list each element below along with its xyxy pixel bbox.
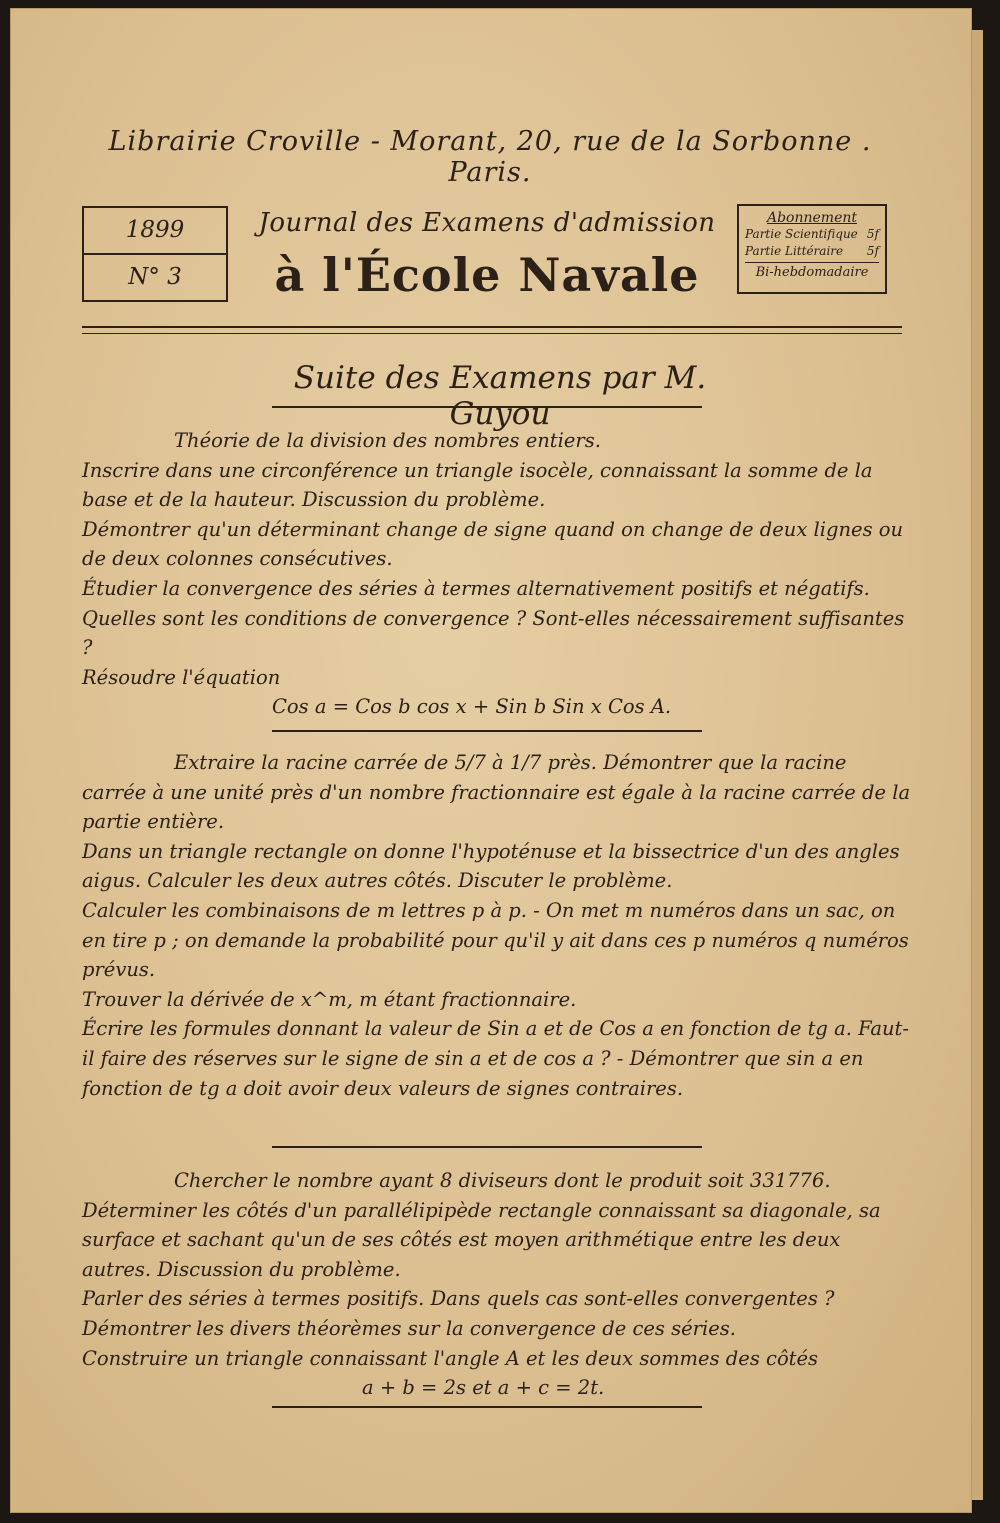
issue-number: N° 3 xyxy=(128,264,182,290)
separator-3 xyxy=(272,1406,702,1408)
exam-3-equation: a + b = 2s et a + c = 2t. xyxy=(362,1376,605,1399)
scientific-row xyxy=(745,226,879,243)
exam-block-3: Chercher le nombre ayant 8 diviseurs dont le produit soit 331776. Déterminer les côtés d'un parallélipipède rectangle connaissant sa diagonale, sa surface et sachant qu'un de ses côtés est moyen arithmétique entre les deux autres. Discussion du problème. Parler des séries à termes positifs. Dans quels cas sont-elles convergentes ? Démontrer les divers théorèmes sur la convergence de ces séries. Construire un triangle connaissant l'angle A et les deux sommes des côtés xyxy=(82,1169,881,1370)
exam-block-1: Théorie de la division des nombres entiers. Inscrire dans une circonférence un triangle isocèle, connaissant la somme de la base et de la hauteur. Discussion du problème. Démontrer qu'un déterminant change de signe quand on change de deux lignes ou de deux colonnes consécutives. Étudier la convergence des séries à termes alternativement positifs et négatifs. Quelles sont les conditions de convergence ? Sont-elles nécessairement suffisantes ? Résoudre l'équation xyxy=(82,429,905,689)
subscription-frequency: Bi-hebdomadaire xyxy=(745,262,879,280)
exam-1-equation: Cos a = Cos b cos x + Sin b Sin x Cos A. xyxy=(272,695,672,718)
exam-block-2: Extraire la racine carrée de 5/7 à 1/7 près. Démontrer que la racine carrée à une unité près d'un nombre fractionnaire est égale à la racine carrée de la partie entière. Dans un triangle rectangle on donne l'hypoténuse et la bissectrice d'un des angles aigus. Calculer les deux autres côtés. Discuter le problème. Calculer les combinaisons de m lettres p à p. - On met m numéros dans un sac, on en tire p ; on demande la probabilité pour qu'il y ait dans ces p numéros q numéros prévus. Trouver la dérivée de x^m, m étant fractionnaire. Écrire les formules donnant la valeur de Sin a et de Cos a en fonction de tg a. Faut-il faire des réserves sur le signe de sin a et de cos a ? - Démontrer que sin a en fonction de tg a doit avoir deux valeurs de signes contraires. xyxy=(82,751,911,1100)
scientific-label: Partie Scientifique xyxy=(745,227,858,241)
separator-1 xyxy=(272,730,702,732)
scientific-price: 5f xyxy=(866,227,879,241)
literary-row xyxy=(745,243,879,260)
issue-year: 1899 xyxy=(84,208,226,255)
title-underline xyxy=(272,406,702,408)
header-double-rule xyxy=(82,326,902,334)
section-title: Suite des Examens par M. Guyou xyxy=(293,360,707,432)
school-name: à l'École Navale xyxy=(274,248,700,302)
literary-price: 5f xyxy=(866,244,879,258)
issue-box xyxy=(82,206,228,302)
document-page xyxy=(10,8,972,1513)
separator-2 xyxy=(272,1146,702,1148)
journal-title: Journal des Examens d'admission xyxy=(258,208,716,238)
subscription-box xyxy=(737,204,887,294)
subscription-title: Abonnement xyxy=(766,210,858,226)
publisher-line: Librairie Croville - Morant, 20, rue de la Sorbonne . Paris. xyxy=(108,126,872,188)
literary-label: Partie Littéraire xyxy=(745,244,844,258)
